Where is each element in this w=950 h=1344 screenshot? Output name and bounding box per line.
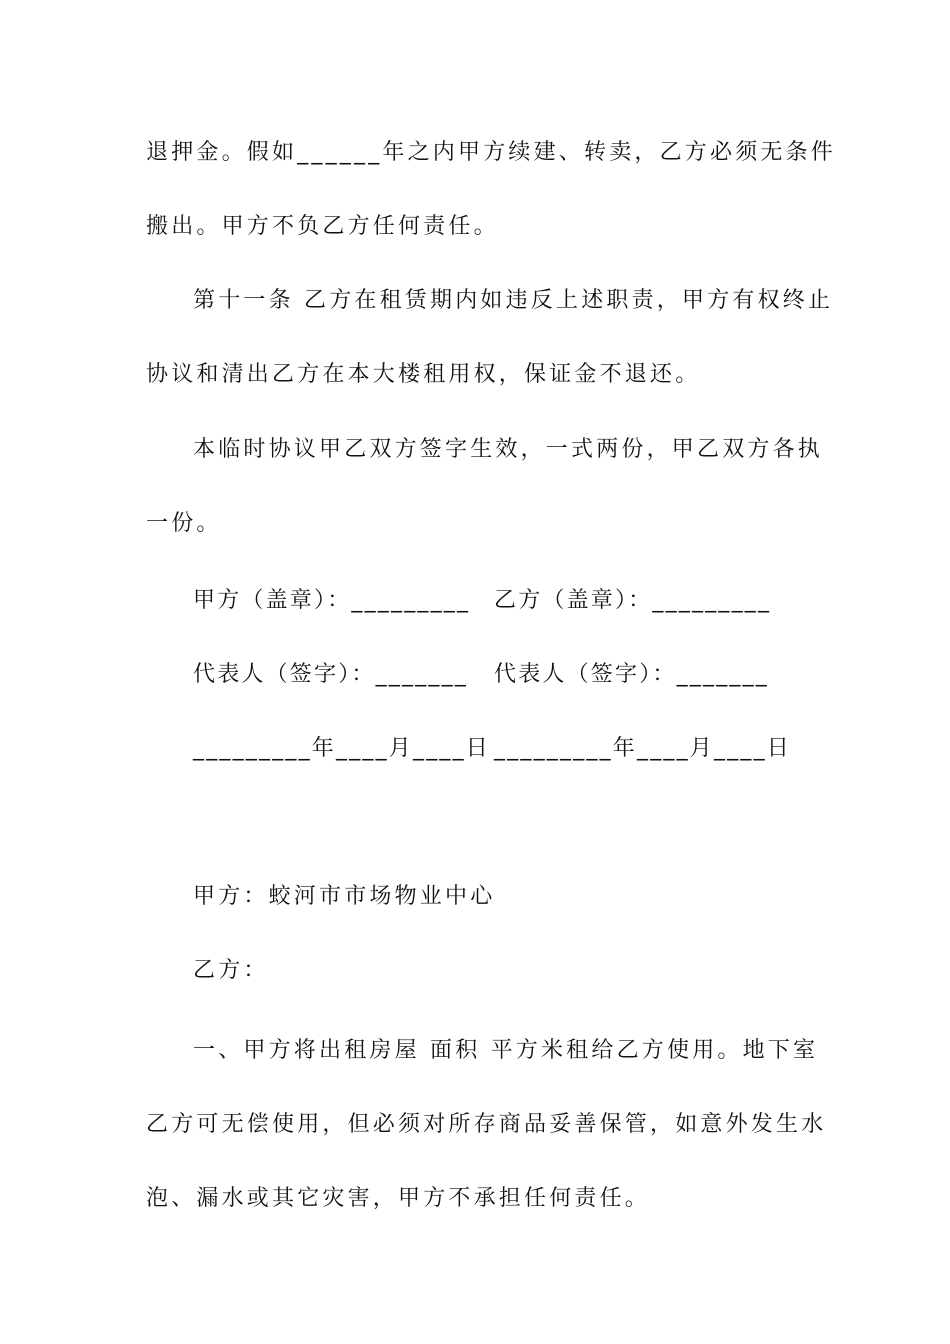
party-a-date: _________年____月____日 — [193, 736, 491, 761]
party-a-seal: 甲方（盖章）：_________ — [193, 588, 471, 613]
party-a-representative: 代表人（签字）：_______ — [193, 662, 469, 687]
party-b-name: 乙方： — [193, 958, 269, 983]
party-b-seal: 乙方（盖章）：_________ — [494, 588, 772, 613]
paragraph-line: 搬出。甲方不负乙方任何责任。 — [146, 214, 499, 239]
paragraph-line: 协议和清出乙方在本大楼租用权，保证金不退还。 — [146, 362, 701, 387]
party-b-representative: 代表人（签字）：_______ — [494, 662, 770, 687]
clause-one-line: 一、甲方将出租房屋 面积 平方米租给乙方使用。地下室 — [193, 1038, 819, 1063]
paragraph-line: 泡、漏水或其它灾害，甲方不承担任何责任。 — [146, 1186, 651, 1211]
paragraph-line: 乙方可无偿使用，但必须对所存商品妥善保管，如意外发生水 — [146, 1112, 827, 1137]
paragraph-line: 退押金。假如______年之内甲方续建、转卖，乙方必须无条件 — [146, 140, 837, 165]
agreement-effect-line: 本临时协议甲乙双方签字生效，一式两份，甲乙双方各执 — [193, 437, 824, 462]
party-a-name: 甲方：蛟河市市场物业中心 — [193, 884, 496, 909]
paragraph-line: 一份。 — [146, 511, 222, 536]
article-eleven-line: 第十一条 乙方在租赁期内如违反上述职责，甲方有权终止 — [193, 288, 834, 313]
party-b-date: _________年____月____日 — [494, 736, 792, 761]
